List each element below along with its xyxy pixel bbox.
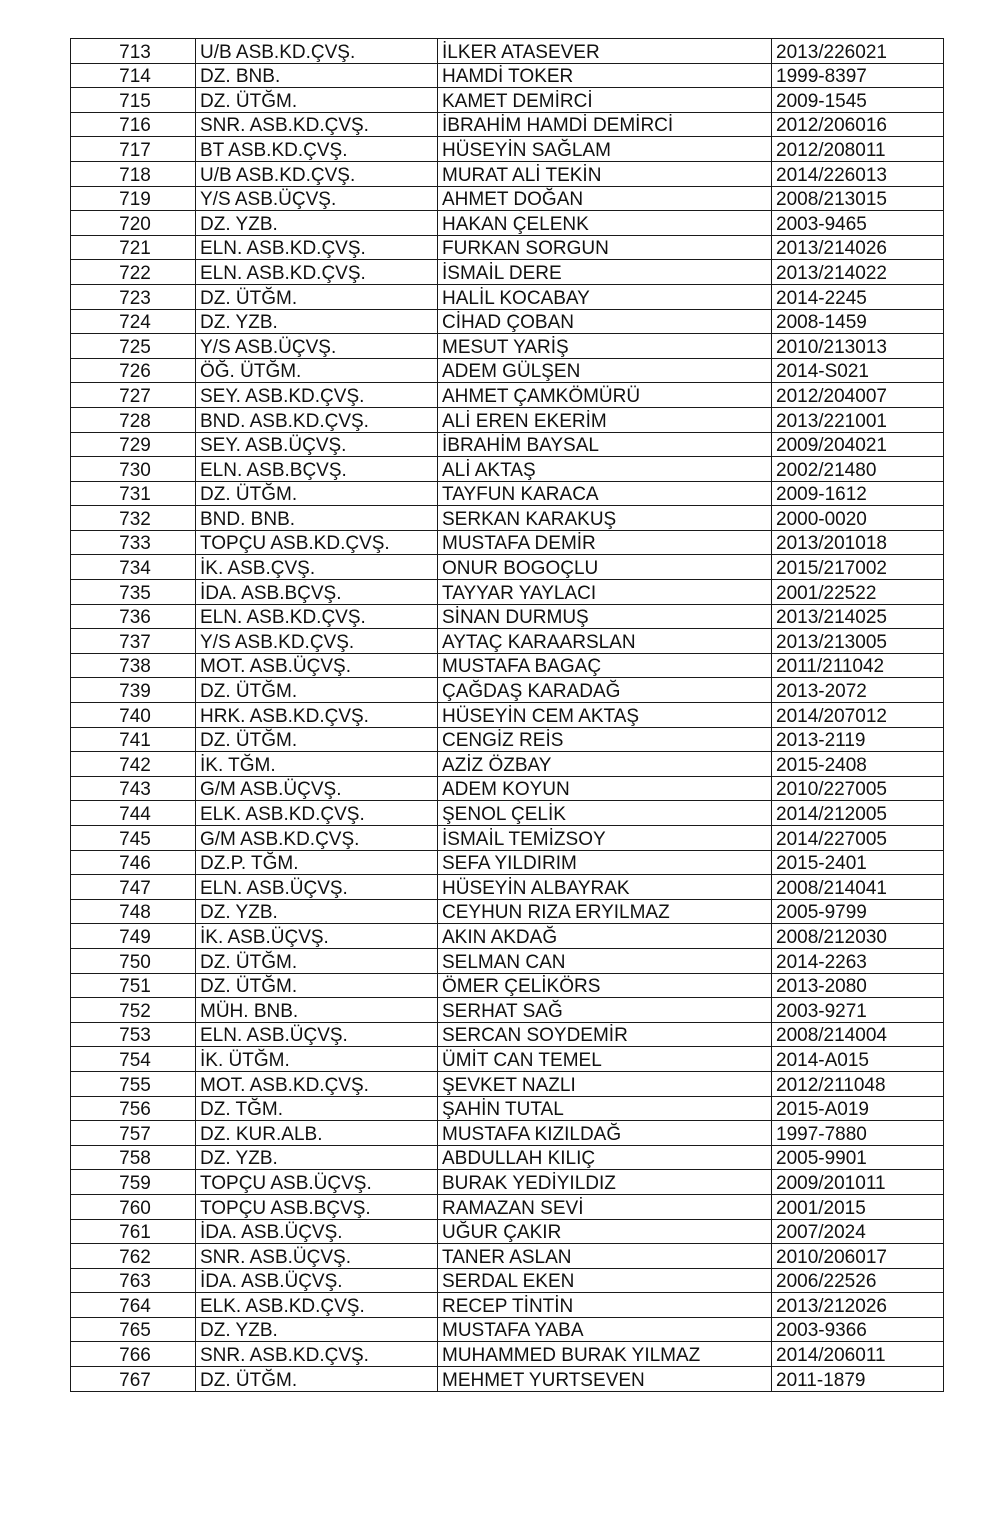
name-cell: TAYYAR YAYLACI — [438, 580, 772, 605]
name-cell: SERCAN SOYDEMİR — [438, 1022, 772, 1047]
registry-number-cell: 2007/2024 — [772, 1219, 944, 1244]
name-cell: İBRAHİM BAYSAL — [438, 432, 772, 457]
rank-cell: İK. ASB.ÇVŞ. — [196, 555, 438, 580]
rank-cell: Y/S ASB.KD.ÇVŞ. — [196, 629, 438, 654]
table-row — [71, 776, 944, 801]
registry-number-cell: 2003-9271 — [772, 998, 944, 1023]
rank-cell: İK. ASB.ÜÇVŞ. — [196, 924, 438, 949]
rank-cell: İK. TĞM. — [196, 752, 438, 777]
rank-cell: TOPÇU ASB.ÜÇVŞ. — [196, 1170, 438, 1195]
row-number-cell: 738 — [71, 653, 196, 678]
table-row — [71, 1194, 944, 1219]
table-row — [71, 1268, 944, 1293]
table-row — [71, 1121, 944, 1146]
row-number-cell: 735 — [71, 580, 196, 605]
rank-cell: TOPÇU ASB.BÇVŞ. — [196, 1194, 438, 1219]
rank-cell: MOT. ASB.KD.ÇVŞ. — [196, 1071, 438, 1096]
row-number-cell: 729 — [71, 432, 196, 457]
registry-number-cell: 2008/213015 — [772, 186, 944, 211]
name-cell: MEHMET YURTSEVEN — [438, 1367, 772, 1392]
row-number-cell: 742 — [71, 752, 196, 777]
name-cell: ŞENOL ÇELİK — [438, 801, 772, 826]
rank-cell: MÜH. BNB. — [196, 998, 438, 1023]
registry-number-cell: 2013-2080 — [772, 973, 944, 998]
table-row — [71, 530, 944, 555]
table-row — [71, 826, 944, 851]
name-cell: CEYHUN RIZA ERYILMAZ — [438, 899, 772, 924]
name-cell: CİHAD ÇOBAN — [438, 309, 772, 334]
name-cell: İSMAİL DERE — [438, 260, 772, 285]
name-cell: ALİ EREN EKERİM — [438, 407, 772, 432]
table-row — [71, 88, 944, 113]
row-number-cell: 753 — [71, 1022, 196, 1047]
row-number-cell: 752 — [71, 998, 196, 1023]
table-row — [71, 948, 944, 973]
row-number-cell: 721 — [71, 235, 196, 260]
name-cell: FURKAN SORGUN — [438, 235, 772, 260]
row-number-cell: 766 — [71, 1342, 196, 1367]
registry-number-cell: 2010/206017 — [772, 1244, 944, 1269]
rank-cell: DZ. ÜTĞM. — [196, 88, 438, 113]
name-cell: ONUR BOGOÇLU — [438, 555, 772, 580]
row-number-cell: 716 — [71, 112, 196, 137]
name-cell: RECEP TİNTİN — [438, 1293, 772, 1318]
row-number-cell: 744 — [71, 801, 196, 826]
row-number-cell: 741 — [71, 727, 196, 752]
registry-number-cell: 2009-1545 — [772, 88, 944, 113]
row-number-cell: 748 — [71, 899, 196, 924]
registry-number-cell: 2013-2072 — [772, 678, 944, 703]
name-cell: ÜMİT CAN TEMEL — [438, 1047, 772, 1072]
name-cell: TAYFUN KARACA — [438, 481, 772, 506]
table-row — [71, 1022, 944, 1047]
table-row — [71, 1170, 944, 1195]
row-number-cell: 727 — [71, 383, 196, 408]
rank-cell: G/M ASB.KD.ÇVŞ. — [196, 826, 438, 851]
row-number-cell: 734 — [71, 555, 196, 580]
rank-cell: U/B ASB.KD.ÇVŞ. — [196, 39, 438, 64]
name-cell: İLKER ATASEVER — [438, 39, 772, 64]
table-row — [71, 1342, 944, 1367]
name-cell: İSMAİL TEMİZSOY — [438, 826, 772, 851]
row-number-cell: 740 — [71, 703, 196, 728]
roster-table — [70, 38, 944, 1392]
rank-cell: SNR. ASB.KD.ÇVŞ. — [196, 112, 438, 137]
registry-number-cell: 2013/214022 — [772, 260, 944, 285]
registry-number-cell: 2013/226021 — [772, 39, 944, 64]
rank-cell: DZ. ÜTĞM. — [196, 1367, 438, 1392]
row-number-cell: 719 — [71, 186, 196, 211]
rank-cell: DZ. YZB. — [196, 1317, 438, 1342]
table-row — [71, 112, 944, 137]
name-cell: MUSTAFA YABA — [438, 1317, 772, 1342]
table-row — [71, 260, 944, 285]
row-number-cell: 763 — [71, 1268, 196, 1293]
registry-number-cell: 2008/214004 — [772, 1022, 944, 1047]
registry-number-cell: 2003-9366 — [772, 1317, 944, 1342]
registry-number-cell: 2005-9799 — [772, 899, 944, 924]
rank-cell: SEY. ASB.KD.ÇVŞ. — [196, 383, 438, 408]
registry-number-cell: 2014-A015 — [772, 1047, 944, 1072]
roster-table-body — [71, 39, 944, 1392]
rank-cell: DZ. TĞM. — [196, 1096, 438, 1121]
name-cell: ALİ AKTAŞ — [438, 457, 772, 482]
rank-cell: ELK. ASB.KD.ÇVŞ. — [196, 1293, 438, 1318]
row-number-cell: 736 — [71, 604, 196, 629]
rank-cell: Y/S ASB.ÜÇVŞ. — [196, 186, 438, 211]
name-cell: RAMAZAN SEVİ — [438, 1194, 772, 1219]
name-cell: ABDULLAH KILIÇ — [438, 1145, 772, 1170]
name-cell: MESUT YARİŞ — [438, 334, 772, 359]
name-cell: BURAK YEDİYILDIZ — [438, 1170, 772, 1195]
registry-number-cell: 2012/206016 — [772, 112, 944, 137]
name-cell: AZİZ ÖZBAY — [438, 752, 772, 777]
table-row — [71, 457, 944, 482]
row-number-cell: 764 — [71, 1293, 196, 1318]
registry-number-cell: 2008/212030 — [772, 924, 944, 949]
rank-cell: DZ. YZB. — [196, 899, 438, 924]
registry-number-cell: 2011-1879 — [772, 1367, 944, 1392]
registry-number-cell: 2013/221001 — [772, 407, 944, 432]
registry-number-cell: 2010/227005 — [772, 776, 944, 801]
registry-number-cell: 2013-2119 — [772, 727, 944, 752]
rank-cell: DZ. KUR.ALB. — [196, 1121, 438, 1146]
name-cell: MUSTAFA DEMİR — [438, 530, 772, 555]
registry-number-cell: 2013/212026 — [772, 1293, 944, 1318]
rank-cell: DZ. ÜTĞM. — [196, 678, 438, 703]
table-row — [71, 653, 944, 678]
rank-cell: SNR. ASB.KD.ÇVŞ. — [196, 1342, 438, 1367]
rank-cell: HRK. ASB.KD.ÇVŞ. — [196, 703, 438, 728]
table-row — [71, 973, 944, 998]
table-row — [71, 309, 944, 334]
registry-number-cell: 1999-8397 — [772, 63, 944, 88]
row-number-cell: 726 — [71, 358, 196, 383]
name-cell: ÇAĞDAŞ KARADAĞ — [438, 678, 772, 703]
rank-cell: İDA. ASB.ÜÇVŞ. — [196, 1268, 438, 1293]
registry-number-cell: 2009/204021 — [772, 432, 944, 457]
row-number-cell: 758 — [71, 1145, 196, 1170]
table-row — [71, 1367, 944, 1392]
table-row — [71, 1096, 944, 1121]
rank-cell: ELN. ASB.KD.ÇVŞ. — [196, 604, 438, 629]
rank-cell: ELN. ASB.KD.ÇVŞ. — [196, 260, 438, 285]
row-number-cell: 720 — [71, 211, 196, 236]
registry-number-cell: 2009/201011 — [772, 1170, 944, 1195]
roster-sheet — [70, 38, 927, 1392]
name-cell: SELMAN CAN — [438, 948, 772, 973]
row-number-cell: 760 — [71, 1194, 196, 1219]
table-row — [71, 334, 944, 359]
registry-number-cell: 2014-S021 — [772, 358, 944, 383]
rank-cell: ELN. ASB.ÜÇVŞ. — [196, 1022, 438, 1047]
rank-cell: TOPÇU ASB.KD.ÇVŞ. — [196, 530, 438, 555]
registry-number-cell: 2008-1459 — [772, 309, 944, 334]
name-cell: ADEM GÜLŞEN — [438, 358, 772, 383]
row-number-cell: 756 — [71, 1096, 196, 1121]
registry-number-cell: 2001/2015 — [772, 1194, 944, 1219]
table-row — [71, 506, 944, 531]
name-cell: HALİL KOCABAY — [438, 284, 772, 309]
name-cell: AHMET ÇAMKÖMÜRÜ — [438, 383, 772, 408]
table-row — [71, 678, 944, 703]
row-number-cell: 746 — [71, 850, 196, 875]
rank-cell: ELN. ASB.BÇVŞ. — [196, 457, 438, 482]
table-row — [71, 629, 944, 654]
registry-number-cell: 2011/211042 — [772, 653, 944, 678]
row-number-cell: 759 — [71, 1170, 196, 1195]
rank-cell: SNR. ASB.ÜÇVŞ. — [196, 1244, 438, 1269]
registry-number-cell: 2014/227005 — [772, 826, 944, 851]
row-number-cell: 715 — [71, 88, 196, 113]
table-row — [71, 39, 944, 64]
registry-number-cell: 2015/217002 — [772, 555, 944, 580]
row-number-cell: 762 — [71, 1244, 196, 1269]
table-row — [71, 137, 944, 162]
table-row — [71, 161, 944, 186]
row-number-cell: 718 — [71, 161, 196, 186]
table-row — [71, 899, 944, 924]
registry-number-cell: 2000-0020 — [772, 506, 944, 531]
table-row — [71, 998, 944, 1023]
registry-number-cell: 2014-2263 — [772, 948, 944, 973]
row-number-cell: 751 — [71, 973, 196, 998]
row-number-cell: 757 — [71, 1121, 196, 1146]
table-row — [71, 481, 944, 506]
registry-number-cell: 2006/22526 — [772, 1268, 944, 1293]
registry-number-cell: 2005-9901 — [772, 1145, 944, 1170]
name-cell: UĞUR ÇAKIR — [438, 1219, 772, 1244]
table-row — [71, 850, 944, 875]
registry-number-cell: 2014/206011 — [772, 1342, 944, 1367]
table-row — [71, 407, 944, 432]
name-cell: MURAT ALİ TEKİN — [438, 161, 772, 186]
registry-number-cell: 2002/21480 — [772, 457, 944, 482]
registry-number-cell: 2010/213013 — [772, 334, 944, 359]
name-cell: MUSTAFA BAGAÇ — [438, 653, 772, 678]
table-row — [71, 1219, 944, 1244]
name-cell: ŞEVKET NAZLI — [438, 1071, 772, 1096]
rank-cell: DZ. ÜTĞM. — [196, 727, 438, 752]
name-cell: HÜSEYİN SAĞLAM — [438, 137, 772, 162]
rank-cell: İK. ÜTĞM. — [196, 1047, 438, 1072]
row-number-cell: 761 — [71, 1219, 196, 1244]
row-number-cell: 728 — [71, 407, 196, 432]
name-cell: HÜSEYİN CEM AKTAŞ — [438, 703, 772, 728]
registry-number-cell: 2014/207012 — [772, 703, 944, 728]
rank-cell: DZ. BNB. — [196, 63, 438, 88]
registry-number-cell: 2013/214026 — [772, 235, 944, 260]
registry-number-cell: 1997-7880 — [772, 1121, 944, 1146]
table-row — [71, 1145, 944, 1170]
rank-cell: İDA. ASB.BÇVŞ. — [196, 580, 438, 605]
row-number-cell: 722 — [71, 260, 196, 285]
registry-number-cell: 2015-2401 — [772, 850, 944, 875]
name-cell: HÜSEYİN ALBAYRAK — [438, 875, 772, 900]
name-cell: SERDAL EKEN — [438, 1268, 772, 1293]
rank-cell: BND. ASB.KD.ÇVŞ. — [196, 407, 438, 432]
registry-number-cell: 2014/226013 — [772, 161, 944, 186]
table-row — [71, 1244, 944, 1269]
table-row — [71, 1047, 944, 1072]
rank-cell: BT ASB.KD.ÇVŞ. — [196, 137, 438, 162]
registry-number-cell: 2013/213005 — [772, 629, 944, 654]
row-number-cell: 730 — [71, 457, 196, 482]
name-cell: HAMDİ TOKER — [438, 63, 772, 88]
table-row — [71, 432, 944, 457]
table-row — [71, 63, 944, 88]
table-row — [71, 703, 944, 728]
table-row — [71, 235, 944, 260]
row-number-cell: 725 — [71, 334, 196, 359]
row-number-cell: 731 — [71, 481, 196, 506]
rank-cell: DZ. YZB. — [196, 211, 438, 236]
registry-number-cell: 2013/214025 — [772, 604, 944, 629]
rank-cell: DZ. YZB. — [196, 1145, 438, 1170]
rank-cell: ELK. ASB.KD.ÇVŞ. — [196, 801, 438, 826]
name-cell: KAMET DEMİRCİ — [438, 88, 772, 113]
registry-number-cell: 2013/201018 — [772, 530, 944, 555]
table-row — [71, 752, 944, 777]
rank-cell: ELN. ASB.ÜÇVŞ. — [196, 875, 438, 900]
row-number-cell: 724 — [71, 309, 196, 334]
name-cell: ADEM KOYUN — [438, 776, 772, 801]
table-row — [71, 211, 944, 236]
row-number-cell: 765 — [71, 1317, 196, 1342]
name-cell: MUSTAFA KIZILDAĞ — [438, 1121, 772, 1146]
row-number-cell: 733 — [71, 530, 196, 555]
row-number-cell: 732 — [71, 506, 196, 531]
rank-cell: SEY. ASB.ÜÇVŞ. — [196, 432, 438, 457]
rank-cell: U/B ASB.KD.ÇVŞ. — [196, 161, 438, 186]
rank-cell: G/M ASB.ÜÇVŞ. — [196, 776, 438, 801]
row-number-cell: 750 — [71, 948, 196, 973]
row-number-cell: 749 — [71, 924, 196, 949]
name-cell: SEFA YILDIRIM — [438, 850, 772, 875]
rank-cell: DZ. YZB. — [196, 309, 438, 334]
row-number-cell: 747 — [71, 875, 196, 900]
name-cell: SERHAT SAĞ — [438, 998, 772, 1023]
name-cell: TANER ASLAN — [438, 1244, 772, 1269]
row-number-cell: 745 — [71, 826, 196, 851]
table-row — [71, 875, 944, 900]
name-cell: AHMET DOĞAN — [438, 186, 772, 211]
rank-cell: DZ. ÜTĞM. — [196, 284, 438, 309]
row-number-cell: 743 — [71, 776, 196, 801]
table-row — [71, 1317, 944, 1342]
name-cell: ÖMER ÇELİKÖRS — [438, 973, 772, 998]
registry-number-cell: 2015-A019 — [772, 1096, 944, 1121]
table-row — [71, 284, 944, 309]
registry-number-cell: 2001/22522 — [772, 580, 944, 605]
table-row — [71, 580, 944, 605]
name-cell: SERKAN KARAKUŞ — [438, 506, 772, 531]
table-row — [71, 555, 944, 580]
rank-cell: MOT. ASB.ÜÇVŞ. — [196, 653, 438, 678]
table-row — [71, 727, 944, 752]
name-cell: AYTAÇ KARAARSLAN — [438, 629, 772, 654]
registry-number-cell: 2003-9465 — [772, 211, 944, 236]
registry-number-cell: 2014-2245 — [772, 284, 944, 309]
registry-number-cell: 2008/214041 — [772, 875, 944, 900]
registry-number-cell: 2009-1612 — [772, 481, 944, 506]
table-row — [71, 801, 944, 826]
table-row — [71, 604, 944, 629]
table-row — [71, 1071, 944, 1096]
rank-cell: DZ. ÜTĞM. — [196, 481, 438, 506]
name-cell: SİNAN DURMUŞ — [438, 604, 772, 629]
rank-cell: DZ.P. TĞM. — [196, 850, 438, 875]
table-row — [71, 1293, 944, 1318]
name-cell: AKIN AKDAĞ — [438, 924, 772, 949]
table-row — [71, 383, 944, 408]
rank-cell: Y/S ASB.ÜÇVŞ. — [196, 334, 438, 359]
row-number-cell: 717 — [71, 137, 196, 162]
table-row — [71, 186, 944, 211]
registry-number-cell: 2012/211048 — [772, 1071, 944, 1096]
row-number-cell: 714 — [71, 63, 196, 88]
name-cell: ŞAHİN TUTAL — [438, 1096, 772, 1121]
row-number-cell: 739 — [71, 678, 196, 703]
row-number-cell: 754 — [71, 1047, 196, 1072]
name-cell: MUHAMMED BURAK YILMAZ — [438, 1342, 772, 1367]
table-row — [71, 924, 944, 949]
row-number-cell: 767 — [71, 1367, 196, 1392]
name-cell: CENGİZ REİS — [438, 727, 772, 752]
rank-cell: ELN. ASB.KD.ÇVŞ. — [196, 235, 438, 260]
name-cell: HAKAN ÇELENK — [438, 211, 772, 236]
rank-cell: ÖĞ. ÜTĞM. — [196, 358, 438, 383]
name-cell: İBRAHİM HAMDİ DEMİRCİ — [438, 112, 772, 137]
row-number-cell: 713 — [71, 39, 196, 64]
rank-cell: DZ. ÜTĞM. — [196, 948, 438, 973]
rank-cell: DZ. ÜTĞM. — [196, 973, 438, 998]
row-number-cell: 755 — [71, 1071, 196, 1096]
table-row — [71, 358, 944, 383]
registry-number-cell: 2012/208011 — [772, 137, 944, 162]
registry-number-cell: 2015-2408 — [772, 752, 944, 777]
registry-number-cell: 2012/204007 — [772, 383, 944, 408]
rank-cell: BND. BNB. — [196, 506, 438, 531]
registry-number-cell: 2014/212005 — [772, 801, 944, 826]
row-number-cell: 723 — [71, 284, 196, 309]
row-number-cell: 737 — [71, 629, 196, 654]
rank-cell: İDA. ASB.ÜÇVŞ. — [196, 1219, 438, 1244]
